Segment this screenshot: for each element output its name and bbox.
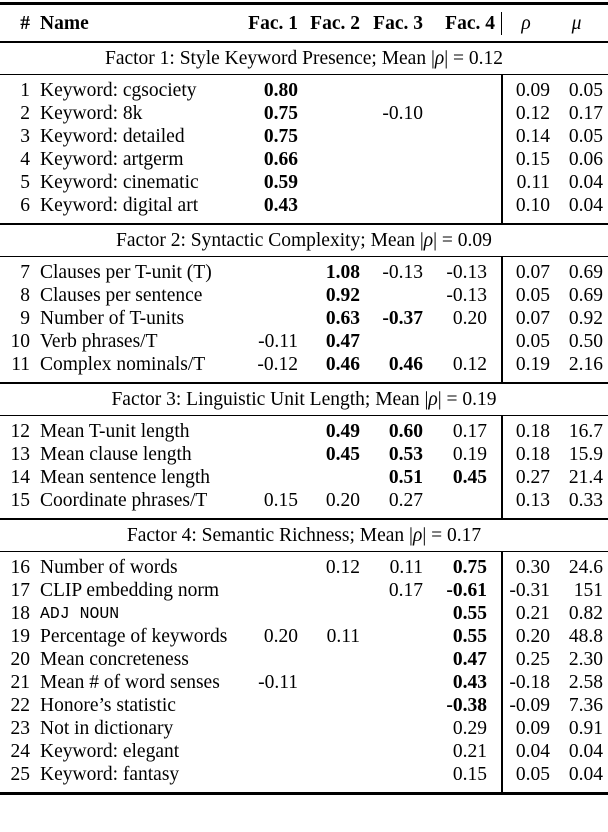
rho-symbol: ρ xyxy=(428,389,438,410)
row-number: 10 xyxy=(10,331,30,352)
mu-value: 15.9 xyxy=(568,444,603,465)
section-title: Factor 1: Style Keyword Presence; Mean |ρ| = 0.12 xyxy=(0,43,608,75)
row-number: 19 xyxy=(10,626,30,647)
table-row xyxy=(0,717,608,740)
rho-value: 0.05 xyxy=(515,285,550,306)
fac3-value: 0.53 xyxy=(388,444,423,465)
row-number: 25 xyxy=(10,764,30,785)
rho-value: 0.07 xyxy=(515,308,550,329)
fac3-value: 0.60 xyxy=(388,421,423,442)
fac3-value: -0.37 xyxy=(382,308,423,329)
fac2-value xyxy=(298,694,360,717)
fac2-value xyxy=(298,740,360,763)
fac4-value: -0.38 xyxy=(446,695,487,716)
fac3-value: 0.46 xyxy=(388,354,423,375)
row-number: 18 xyxy=(10,603,30,624)
rho-value: 0.20 xyxy=(515,626,550,647)
fac3-value xyxy=(360,171,423,194)
factor-analysis-table xyxy=(0,2,608,795)
fac3-value xyxy=(360,79,423,102)
fac2-value xyxy=(298,171,360,194)
row-name: Keyword: elegant xyxy=(40,741,180,762)
mu-value: 0.17 xyxy=(568,103,603,124)
table-row xyxy=(0,489,608,512)
rho-symbol: ρ xyxy=(412,525,423,546)
row-number: 15 xyxy=(10,490,30,511)
section-rows xyxy=(0,416,608,518)
row-name: Not in dictionary xyxy=(40,718,174,739)
fac3-value: -0.13 xyxy=(382,262,423,283)
rho-value: 0.13 xyxy=(515,490,550,511)
fac2-value xyxy=(298,79,360,102)
rho-value: -0.09 xyxy=(509,695,550,716)
mu-value: 0.92 xyxy=(568,308,603,329)
fac1-value: 0.75 xyxy=(263,126,298,147)
fac3-value xyxy=(360,740,423,763)
row-number: 16 xyxy=(10,557,30,578)
row-number: 24 xyxy=(10,741,30,762)
mu-value: 0.04 xyxy=(568,172,603,193)
table-row xyxy=(0,466,608,489)
rho-value: 0.18 xyxy=(515,444,550,465)
table-row xyxy=(0,694,608,717)
fac3-value: 0.11 xyxy=(389,557,423,578)
fac4-value: 0.29 xyxy=(452,718,487,739)
fac1-value: -0.11 xyxy=(258,331,298,352)
rho-value: 0.14 xyxy=(515,126,550,147)
fac1-value: -0.11 xyxy=(258,672,298,693)
fac4-value: 0.17 xyxy=(452,421,487,442)
fac4-value xyxy=(423,102,501,125)
rho-value: 0.12 xyxy=(515,103,550,124)
section-factor-2 xyxy=(0,223,608,382)
col-header-num: # xyxy=(20,13,30,34)
row-name: Keyword: digital art xyxy=(40,195,199,216)
mu-value: 0.04 xyxy=(568,741,603,762)
fac2-value xyxy=(298,125,360,148)
rho-value: 0.21 xyxy=(515,603,550,624)
rho-value: -0.18 xyxy=(509,672,550,693)
fac2-value xyxy=(298,602,360,625)
rho-value: 0.07 xyxy=(515,262,550,283)
row-number: 20 xyxy=(10,649,30,670)
fac2-value: 0.92 xyxy=(325,285,360,306)
fac1-value xyxy=(236,466,298,489)
fac4-value: 0.19 xyxy=(452,444,487,465)
fac1-value xyxy=(236,648,298,671)
fac1-value xyxy=(236,261,298,284)
rho-value: 0.15 xyxy=(515,149,550,170)
fac4-value: 0.45 xyxy=(452,467,487,488)
table-row xyxy=(0,79,608,102)
row-name: Number of words xyxy=(40,557,178,578)
row-name: Keyword: artgerm xyxy=(40,149,184,170)
fac2-value: 0.46 xyxy=(325,354,360,375)
fac2-value: 1.08 xyxy=(325,262,360,283)
fac1-value xyxy=(236,763,298,786)
mu-value: 0.05 xyxy=(568,80,603,101)
col-header-mu: μ xyxy=(571,13,582,34)
fac4-value: 0.15 xyxy=(452,764,487,785)
row-name: Keyword: detailed xyxy=(40,126,185,147)
fac2-value: 0.49 xyxy=(325,421,360,442)
table-header-row xyxy=(0,5,608,43)
table-row xyxy=(0,284,608,307)
fac2-value xyxy=(298,763,360,786)
mu-value: 0.33 xyxy=(568,490,603,511)
mu-value: 151 xyxy=(573,580,603,601)
mu-value: 2.16 xyxy=(568,354,603,375)
table-row xyxy=(0,740,608,763)
fac3-value: 0.51 xyxy=(388,467,423,488)
fac3-value xyxy=(360,330,423,353)
fac2-value xyxy=(298,148,360,171)
mu-value: 48.8 xyxy=(568,626,603,647)
fac3-value xyxy=(360,602,423,625)
fac1-value xyxy=(236,284,298,307)
rho-value: 0.18 xyxy=(515,421,550,442)
fac3-value: 0.17 xyxy=(388,580,423,601)
fac3-value xyxy=(360,625,423,648)
mu-value: 21.4 xyxy=(568,467,603,488)
fac1-value xyxy=(236,579,298,602)
fac3-value xyxy=(360,763,423,786)
fac1-value xyxy=(236,740,298,763)
rho-value: 0.11 xyxy=(516,172,550,193)
rho-value: 0.25 xyxy=(515,649,550,670)
row-number: 6 xyxy=(20,195,30,216)
row-name: Coordinate phrases/T xyxy=(40,490,208,511)
table-row xyxy=(0,648,608,671)
fac4-value xyxy=(423,79,501,102)
section-rows xyxy=(0,257,608,382)
row-number: 7 xyxy=(20,262,30,283)
row-name: Number of T-units xyxy=(40,308,185,329)
table-row xyxy=(0,671,608,694)
fac3-value xyxy=(360,125,423,148)
mu-value: 2.30 xyxy=(568,649,603,670)
fac2-value xyxy=(298,194,360,217)
fac4-value: 0.55 xyxy=(452,603,487,624)
fac4-value: 0.20 xyxy=(452,308,487,329)
row-number: 11 xyxy=(11,354,30,375)
mu-value: 16.7 xyxy=(568,421,603,442)
row-number: 12 xyxy=(10,421,30,442)
fac2-value: 0.63 xyxy=(325,308,360,329)
row-name: Mean T-unit length xyxy=(40,421,190,442)
row-number: 3 xyxy=(20,126,30,147)
row-number: 17 xyxy=(10,580,30,601)
rho-value: 0.30 xyxy=(515,557,550,578)
row-number: 2 xyxy=(20,103,30,124)
row-number: 22 xyxy=(10,695,30,716)
row-number: 8 xyxy=(20,285,30,306)
fac3-value: 0.27 xyxy=(388,490,423,511)
mu-value: 0.91 xyxy=(568,718,603,739)
row-number: 14 xyxy=(10,467,30,488)
row-number: 1 xyxy=(20,80,30,101)
fac4-value: 0.12 xyxy=(452,354,487,375)
rho-value: 0.10 xyxy=(515,195,550,216)
table-row xyxy=(0,171,608,194)
section-factor-1 xyxy=(0,43,608,223)
fac4-value: 0.75 xyxy=(452,557,487,578)
table-row xyxy=(0,261,608,284)
row-name: Mean sentence length xyxy=(40,467,211,488)
table-row xyxy=(0,579,608,602)
col-header-name: Name xyxy=(40,13,89,34)
fac1-value: 0.75 xyxy=(263,103,298,124)
fac4-value xyxy=(423,125,501,148)
mu-value: 0.06 xyxy=(568,149,603,170)
fac3-value xyxy=(360,284,423,307)
mu-value: 0.69 xyxy=(568,262,603,283)
table-row xyxy=(0,194,608,217)
mu-value: 0.04 xyxy=(568,195,603,216)
rho-symbol: ρ xyxy=(423,230,434,251)
table-row xyxy=(0,556,608,579)
col-header-fac3: Fac. 3 xyxy=(373,13,423,34)
fac2-value xyxy=(298,717,360,740)
fac1-value xyxy=(236,420,298,443)
mu-value: 0.50 xyxy=(568,331,603,352)
fac2-value xyxy=(298,102,360,125)
row-number: 21 xyxy=(10,672,30,693)
mu-value: 0.04 xyxy=(568,764,603,785)
rho-value: -0.31 xyxy=(509,580,550,601)
table-row xyxy=(0,353,608,376)
fac1-value xyxy=(236,307,298,330)
rho-value: 0.27 xyxy=(515,467,550,488)
fac4-value: -0.61 xyxy=(446,580,487,601)
fac4-value xyxy=(423,330,501,353)
table-row xyxy=(0,307,608,330)
row-number: 9 xyxy=(20,308,30,329)
rho-value: 0.09 xyxy=(515,80,550,101)
fac3-value xyxy=(360,148,423,171)
col-header-fac1: Fac. 1 xyxy=(248,13,298,34)
rho-value: 0.04 xyxy=(515,741,550,762)
mu-value: 7.36 xyxy=(568,695,603,716)
section-factor-4 xyxy=(0,518,608,792)
fac4-value xyxy=(423,148,501,171)
table-row xyxy=(0,330,608,353)
section-factor-3 xyxy=(0,382,608,518)
fac2-value: 0.45 xyxy=(325,444,360,465)
rho-value: 0.09 xyxy=(515,718,550,739)
section-title: Factor 4: Semantic Richness; Mean |ρ| = 0.17 xyxy=(0,520,608,552)
fac1-value xyxy=(236,556,298,579)
row-number: 5 xyxy=(20,172,30,193)
row-name: Keyword: 8k xyxy=(40,103,143,124)
fac2-value xyxy=(298,579,360,602)
fac2-value xyxy=(298,648,360,671)
section-rows xyxy=(0,75,608,223)
fac2-value xyxy=(298,466,360,489)
rho-value: 0.05 xyxy=(515,764,550,785)
fac4-value xyxy=(423,194,501,217)
col-header-rho: ρ xyxy=(501,12,550,35)
row-number: 23 xyxy=(10,718,30,739)
table-row xyxy=(0,125,608,148)
row-name: Clauses per T-unit (T) xyxy=(40,262,212,283)
row-name: Mean clause length xyxy=(40,444,192,465)
fac4-value xyxy=(423,489,501,512)
fac2-value: 0.47 xyxy=(325,331,360,352)
row-name: CLIP embedding norm xyxy=(40,580,220,601)
fac3-value xyxy=(360,671,423,694)
col-header-fac2: Fac. 2 xyxy=(310,13,360,34)
rho-value: 0.19 xyxy=(515,354,550,375)
row-name: Mean # of word senses xyxy=(40,672,220,693)
fac1-value xyxy=(236,694,298,717)
fac3-value xyxy=(360,717,423,740)
section-rows xyxy=(0,552,608,792)
fac2-value xyxy=(298,671,360,694)
mu-value: 0.05 xyxy=(568,126,603,147)
fac1-value: 0.66 xyxy=(263,149,298,170)
table-row xyxy=(0,602,608,625)
row-name: Complex nominals/T xyxy=(40,354,206,375)
fac1-value: 0.43 xyxy=(263,195,298,216)
row-name: Verb phrases/T xyxy=(40,331,158,352)
row-name: Clauses per sentence xyxy=(40,285,203,306)
row-name: Keyword: cinematic xyxy=(40,172,199,193)
table-body xyxy=(0,43,608,792)
fac4-value: 0.55 xyxy=(452,626,487,647)
fac2-value: 0.12 xyxy=(325,557,360,578)
row-name: Percentage of keywords xyxy=(40,626,228,647)
fac4-value: -0.13 xyxy=(446,262,487,283)
fac1-value: 0.80 xyxy=(263,80,298,101)
fac3-value xyxy=(360,648,423,671)
fac1-value xyxy=(236,602,298,625)
fac4-value: 0.21 xyxy=(452,741,487,762)
fac1-value xyxy=(236,717,298,740)
table-row xyxy=(0,420,608,443)
mu-value: 24.6 xyxy=(568,557,603,578)
fac1-value: -0.12 xyxy=(257,354,298,375)
section-title: Factor 2: Syntactic Complexity; Mean |ρ| = 0.09 xyxy=(0,225,608,257)
fac4-value xyxy=(423,171,501,194)
col-header-fac4: Fac. 4 xyxy=(445,13,495,34)
row-name: Honore’s statistic xyxy=(40,695,176,716)
table-row xyxy=(0,443,608,466)
row-name: Mean concreteness xyxy=(40,649,189,670)
row-number: 13 xyxy=(10,444,30,465)
section-title: Factor 3: Linguistic Unit Length; Mean |ρ| = 0.19 xyxy=(0,384,608,416)
mu-value: 0.82 xyxy=(568,603,603,624)
fac1-value: 0.15 xyxy=(263,490,298,511)
fac4-value: 0.47 xyxy=(452,649,487,670)
table-row xyxy=(0,763,608,786)
fac1-value: 0.59 xyxy=(263,172,298,193)
table-row xyxy=(0,625,608,648)
row-name: Keyword: cgsociety xyxy=(40,80,197,101)
table-row xyxy=(0,102,608,125)
fac4-value: 0.43 xyxy=(452,672,487,693)
mu-value: 0.69 xyxy=(568,285,603,306)
row-name: Keyword: fantasy xyxy=(40,764,180,785)
rho-symbol: ρ xyxy=(434,48,445,69)
fac3-value: -0.10 xyxy=(382,103,423,124)
row-name: ADJ NOUN xyxy=(40,604,120,623)
fac3-value xyxy=(360,194,423,217)
row-number: 4 xyxy=(20,149,30,170)
fac4-value: -0.13 xyxy=(446,285,487,306)
fac2-value: 0.20 xyxy=(325,490,360,511)
table-row xyxy=(0,148,608,171)
rho-value: 0.05 xyxy=(515,331,550,352)
fac1-value: 0.20 xyxy=(263,626,298,647)
fac2-value: 0.11 xyxy=(326,626,360,647)
mu-value: 2.58 xyxy=(568,672,603,693)
fac3-value xyxy=(360,694,423,717)
fac1-value xyxy=(236,443,298,466)
